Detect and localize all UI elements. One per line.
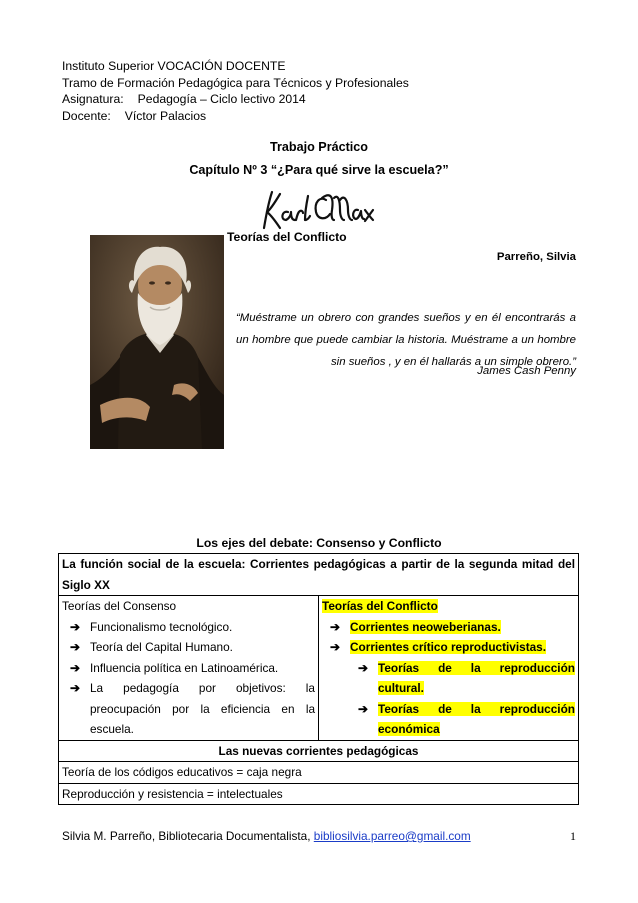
karl-marx-portrait bbox=[90, 235, 224, 449]
page-footer bbox=[62, 829, 576, 843]
list-item: ➔ La pedagogía por objetivos: la preocupación por la eficiencia en la escuela. bbox=[62, 678, 315, 740]
subject-value: Pedagogía – Ciclo lectivo 2014 bbox=[137, 92, 306, 106]
table-row bbox=[59, 762, 579, 784]
conflict-heading: Teorías del Conflicto bbox=[322, 599, 438, 613]
reproduction-resistance-cell: Reproducción y resistencia = intelectuales bbox=[59, 783, 579, 805]
arrow-right-icon: ➔ bbox=[70, 640, 80, 654]
table-heading: Los ejes del debate: Consenso y Conflicto bbox=[196, 536, 442, 550]
list-item: ➔ Corrientes neoweberianas. bbox=[322, 617, 575, 638]
list-item: ➔ Funcionalismo tecnológico. bbox=[62, 617, 315, 638]
arrow-right-icon: ➔ bbox=[330, 619, 340, 634]
consensus-list bbox=[62, 617, 315, 740]
consensus-cell bbox=[59, 596, 319, 741]
list-item: ➔ Teoría del Capital Humano. bbox=[62, 637, 315, 658]
subject-label: Asignatura: bbox=[62, 92, 124, 106]
consensus-heading: Teorías del Consenso bbox=[62, 599, 177, 613]
list-item: ➔ Corrientes crítico reproductivistas. bbox=[322, 637, 575, 658]
table-row bbox=[59, 596, 579, 741]
arrow-right-icon: ➔ bbox=[330, 640, 340, 654]
list-item: ➔ Teorías de la reproducción económica bbox=[322, 699, 575, 740]
author-email-link[interactable]: bibliosilvia.parreo@gmail.com bbox=[313, 829, 471, 843]
new-currents-cell: Las nuevas corrientes pedagógicas bbox=[59, 740, 579, 762]
program-name: Tramo de Formación Pedagógica para Técnicos y Profesionales bbox=[62, 75, 409, 90]
table-row bbox=[59, 554, 579, 596]
table-row bbox=[59, 783, 579, 805]
list-item: ➔ Teorías de la reproducción cultural. bbox=[322, 658, 575, 699]
teacher-line bbox=[62, 108, 409, 125]
conflict-cell bbox=[319, 596, 579, 741]
document-author: Parreño, Silvia bbox=[496, 251, 576, 263]
institution-header bbox=[62, 58, 409, 124]
social-function-cell: La función social de la escuela: Corrientes pedagógicas a partir de la segunda mitad del Siglo XX bbox=[59, 554, 579, 596]
table-row bbox=[59, 740, 579, 762]
footer-credit: Silvia M. Parreño, Bibliotecaria Documentalista, bbox=[62, 829, 314, 843]
quote-author: James Cash Penny bbox=[477, 365, 576, 377]
arrow-right-icon: ➔ bbox=[70, 681, 80, 695]
subject-line bbox=[62, 91, 409, 108]
document-title: Trabajo Práctico bbox=[270, 140, 368, 154]
institution-name: Instituto Superior VOCACIÓN DOCENTE bbox=[62, 59, 286, 73]
list-item: ➔ Influencia política en Latinoamérica. bbox=[62, 658, 315, 679]
page-number: 1 bbox=[570, 829, 576, 843]
arrow-right-icon: ➔ bbox=[70, 619, 80, 634]
arrow-right-icon: ➔ bbox=[358, 701, 368, 716]
epigraph-quote: “Muéstrame un obrero con grandes sueños y en él encontrarás a un hombre que puede cambiar la historia. Muéstrame a un hombre sin sueños , y en él hallarás a un simple obrero.” bbox=[236, 312, 576, 368]
teacher-label: Docente: bbox=[62, 108, 111, 123]
karl-marx-signature bbox=[258, 186, 376, 232]
teacher-value: Víctor Palacios bbox=[124, 108, 207, 123]
conflict-list bbox=[322, 617, 575, 658]
arrow-right-icon: ➔ bbox=[70, 660, 80, 675]
arrow-right-icon: ➔ bbox=[358, 660, 368, 675]
chapter-title: Capítulo Nº 3 “¿Para qué sirve la escuela?” bbox=[189, 163, 449, 177]
section-heading: Teorías del Conflicto bbox=[227, 230, 347, 244]
codes-theory-cell: Teoría de los códigos educativos = caja negra bbox=[59, 762, 579, 784]
debate-table bbox=[58, 553, 579, 805]
conflict-sublist bbox=[322, 658, 575, 740]
